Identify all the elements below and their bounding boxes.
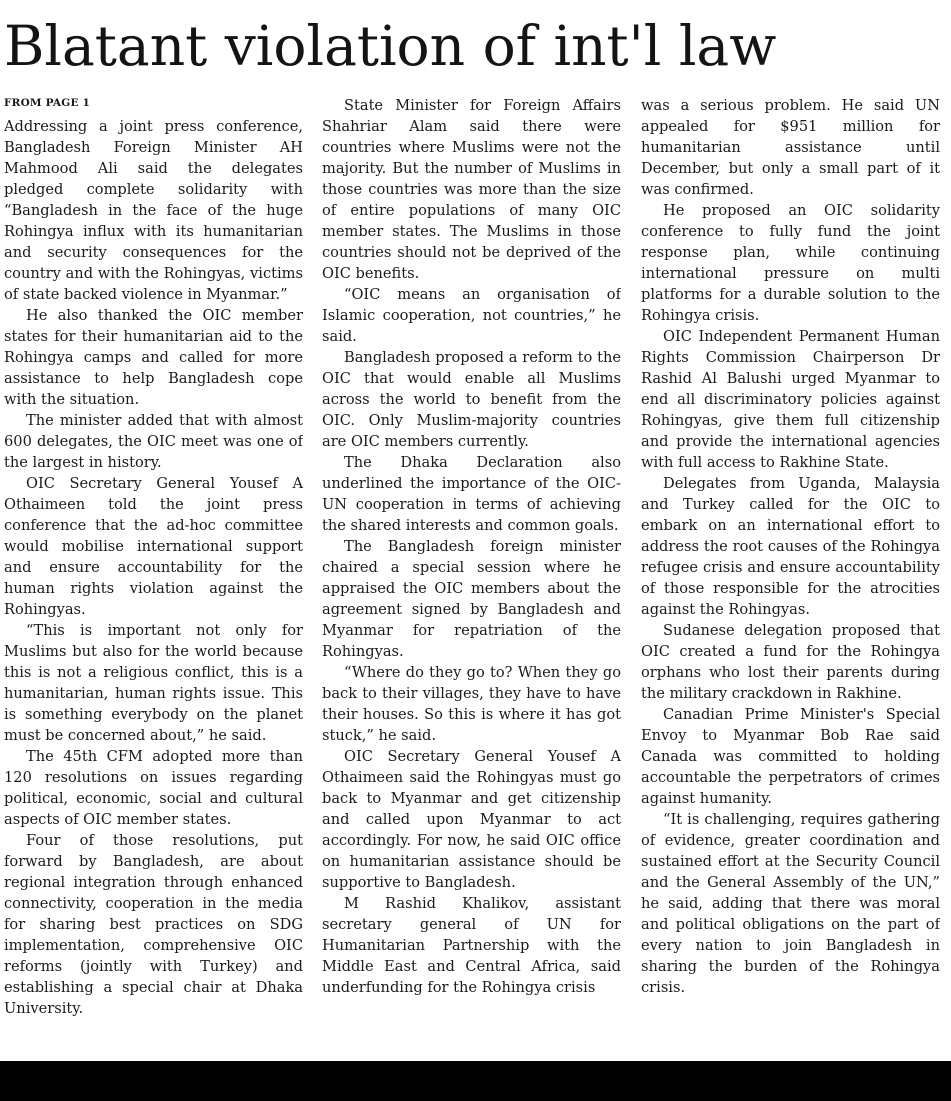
paragraph: Canadian Prime Minister's Special Envoy to Myanmar Bob Rae said Canada was committed to holding accountable the perpetrators of crimes against humanity.: [641, 706, 940, 807]
paragraph: Delegates from Uganda, Malaysia and Turkey called for the OIC to embark on an international effort to address the root causes of the Rohingya refugee crisis and ensure accountability of those responsible for the atrocities against the Rohingyas.: [641, 475, 940, 618]
paragraph: He also thanked the OIC member states for their humanitarian aid to the Rohingya camps and called for more assistance to help Bangladesh cope with the situation.: [4, 307, 303, 408]
paragraph: Four of those resolutions, put forward by Bangladesh, are about regional integration through enhanced connectivity, cooperation in the media for sharing best practices on SDG implementation, comprehensive OIC reforms (jointly with Turkey) and establishing a special chair at Dhaka University.: [4, 832, 303, 1017]
paragraph: The Dhaka Declaration also underlined the importance of the OIC-UN cooperation in terms of achieving the shared interests and common goals.: [322, 454, 621, 534]
bottom-black-bar: [0, 1061, 951, 1101]
article-column-3: [641, 95, 940, 1060]
paragraph: Addressing a joint press conference, Bangladesh Foreign Minister AH Mahmood Ali said the delegates pledged complete solidarity with “Bangladesh in the face of the huge Rohingya influx with its humanitarian and security consequences for the country and with the Rohingyas, victims of state backed violence in Myanmar.”: [4, 118, 303, 303]
paragraph: Sudanese delegation proposed that OIC created a fund for the Rohingya orphans who lost their parents during the military crackdown in Rakhine.: [641, 622, 940, 702]
paragraph: OIC Secretary General Yousef A Othaimeen told the joint press conference that the ad-hoc committee would mobilise international support and ensure accountability for the human rights violation against the Rohingyas.: [4, 475, 303, 618]
paragraph: M Rashid Khalikov, assistant secretary general of UN for Humanitarian Partnership with the Middle East and Central Africa, said underfunding for the Rohingya crisis: [322, 895, 621, 996]
paragraph: was a serious problem. He said UN appealed for $951 million for humanitarian assistance until December, but only a small part of it was confirmed.: [641, 97, 940, 198]
paragraph: “This is important not only for Muslims but also for the world because this is not a religious conflict, this is a humanitarian, human rights issue. This is something everybody on the planet must be concerned about,” he said.: [4, 622, 303, 744]
paragraph: The 45th CFM adopted more than 120 resolutions on issues regarding political, economic, social and cultural aspects of OIC member states.: [4, 748, 303, 828]
paragraph: OIC Independent Permanent Human Rights Commission Chairperson Dr Rashid Al Balushi urged Myanmar to end all discriminatory policies against Rohingyas, give them full citizenship and provide the international agencies with full access to Rakhine State.: [641, 328, 940, 471]
paragraph: Bangladesh proposed a reform to the OIC that would enable all Muslims across the world to benefit from the OIC. Only Muslim-majority countries are OIC members currently.: [322, 349, 621, 450]
headline: Blatant violation of int'l law: [4, 14, 777, 78]
paragraph: “Where do they go to? When they go back to their villages, they have to have their houses. So this is where it has got stuck,” he said.: [322, 664, 621, 744]
paragraph: He proposed an OIC solidarity conference to fully fund the joint response plan, while continuing international pressure on multi platforms for a durable solution to the Rohingya crisis.: [641, 202, 940, 324]
article-column-1: [4, 116, 303, 1060]
paragraph: OIC Secretary General Yousef A Othaimeen said the Rohingyas must go back to Myanmar and get citizenship and called upon Myanmar to act accordingly. For now, he said OIC office on humanitarian assistance should be supportive to Bangladesh.: [322, 748, 621, 891]
paragraph: “It is challenging, requires gathering of evidence, greater coordination and sustained effort at the Security Council and the General Assembly of the UN,” he said, adding that there was moral and political obligations on the part of every nation to join Bangladesh in sharing the burden of the Rohingya crisis.: [641, 811, 940, 996]
paragraph: The minister added that with almost 600 delegates, the OIC meet was one of the largest in history.: [4, 412, 303, 471]
article-column-2: [322, 95, 621, 1060]
paragraph: State Minister for Foreign Affairs Shahriar Alam said there were countries where Muslims were not the majority. But the number of Muslims in those countries was more than the size of entire populations of many OIC member states. The Muslims in those countries should not be deprived of the OIC benefits.: [322, 97, 621, 282]
paragraph: The Bangladesh foreign minister chaired a special session where he appraised the OIC members about the agreement signed by Bangladesh and Myanmar for repatriation of the Rohingyas.: [322, 538, 621, 660]
paragraph: “OIC means an organisation of Islamic cooperation, not countries,” he said.: [322, 286, 621, 345]
from-page-label: FROM PAGE 1: [4, 97, 91, 109]
